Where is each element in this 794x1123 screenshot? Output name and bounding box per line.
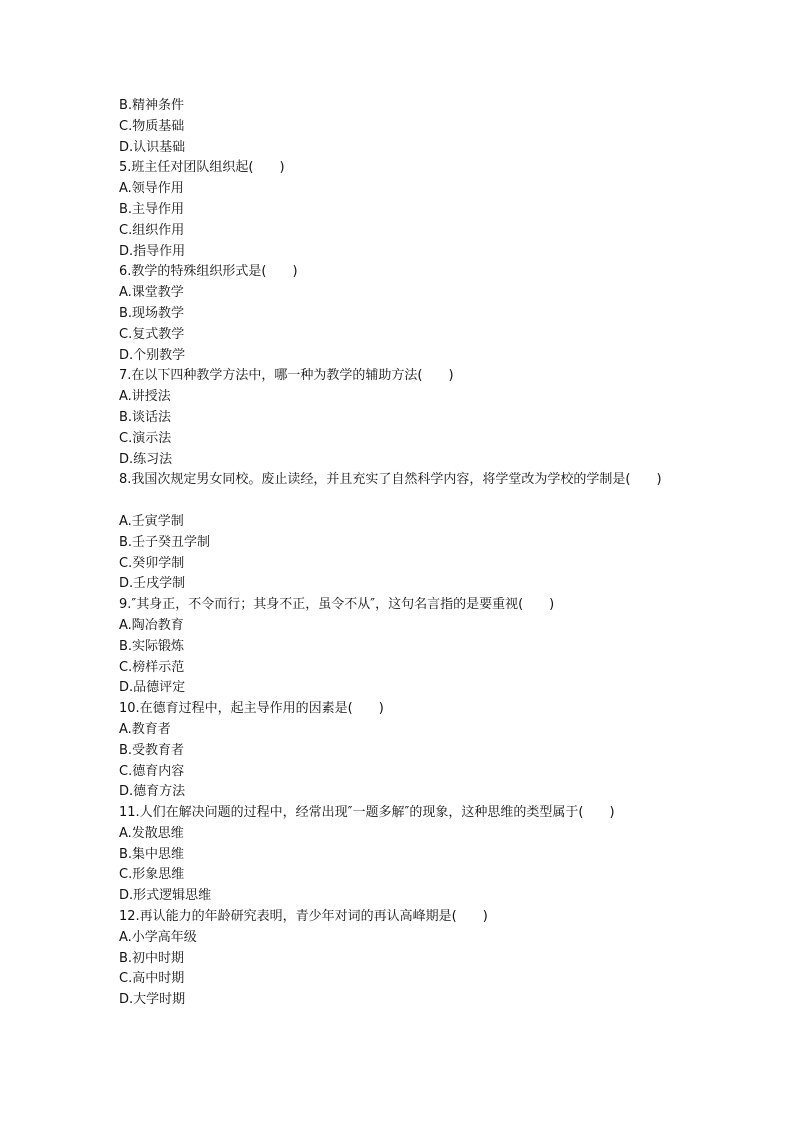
question-7: 7.在以下四种教学方法中，哪一种为教学的辅助方法( ) xyxy=(119,368,454,384)
option-8-c: C.癸卯学制 xyxy=(119,555,185,571)
option-12-d: D.大学时期 xyxy=(119,992,186,1008)
option-6-d: D.个别教学 xyxy=(119,347,186,363)
document-page xyxy=(119,96,719,1011)
question-10: 10.在德育过程中，起主导作用的因素是( ) xyxy=(119,701,384,717)
question-6: 6.教学的特殊组织形式是( ) xyxy=(119,264,298,280)
option-11-d: D.形式逻辑思维 xyxy=(119,888,212,904)
option-11-a: A.发散思维 xyxy=(119,825,184,841)
option-12-c: C.高中时期 xyxy=(119,971,185,987)
option-7-b: B.谈话法 xyxy=(119,409,172,425)
question-11: 11.人们在解决问题的过程中，经常出现″一题多解″的现象，这种思维的类型属于( ) xyxy=(119,805,615,821)
option-4-c: C.物质基础 xyxy=(119,118,185,134)
option-11-b: B.集中思维 xyxy=(119,846,185,862)
option-9-a: A.陶冶教育 xyxy=(119,617,184,633)
option-6-a: A.课堂教学 xyxy=(119,285,184,301)
option-8-b: B.壬子癸丑学制 xyxy=(119,534,211,550)
option-11-c: C.形象思维 xyxy=(119,867,185,883)
option-10-a: A.教育者 xyxy=(119,721,171,737)
question-9: 9.″其身正，不令而行；其身不正，虽令不从″，这句名言指的是要重视( ) xyxy=(119,597,555,613)
option-6-c: C.复式教学 xyxy=(119,326,185,342)
option-10-b: B.受教育者 xyxy=(119,742,185,758)
option-6-b: B.现场教学 xyxy=(119,305,185,321)
option-5-c: C.组织作用 xyxy=(119,222,185,238)
option-7-c: C.演示法 xyxy=(119,430,172,446)
option-8-a: A.壬寅学制 xyxy=(119,513,184,529)
question-5: 5.班主任对团队组织起( ) xyxy=(119,160,285,176)
option-8-d: D.壬戌学制 xyxy=(119,576,186,592)
option-9-b: B.实际锻炼 xyxy=(119,638,185,654)
option-5-d: D.指导作用 xyxy=(119,243,186,259)
question-12: 12.再认能力的年龄研究表明，青少年对词的再认高峰期是( ) xyxy=(119,909,488,925)
option-4-d: D.认识基础 xyxy=(119,139,186,155)
option-9-c: C.榜样示范 xyxy=(119,659,185,675)
question-8: 8.我国次规定男女同校。废止读经，并且充实了自然科学内容，将学堂改为学校的学制是( ) xyxy=(119,472,662,488)
option-12-a: A.小学高年级 xyxy=(119,929,197,945)
option-7-d: D.练习法 xyxy=(119,451,173,467)
option-7-a: A.讲授法 xyxy=(119,389,171,405)
option-10-d: D.德育方法 xyxy=(119,784,186,800)
option-10-c: C.德育内容 xyxy=(119,763,185,779)
option-5-a: A.领导作用 xyxy=(119,181,184,197)
option-9-d: D.品德评定 xyxy=(119,680,186,696)
blank-line xyxy=(119,491,719,512)
option-5-b: B.主导作用 xyxy=(119,201,185,217)
option-4-b: B.精神条件 xyxy=(119,98,185,113)
option-12-b: B.初中时期 xyxy=(119,950,185,966)
